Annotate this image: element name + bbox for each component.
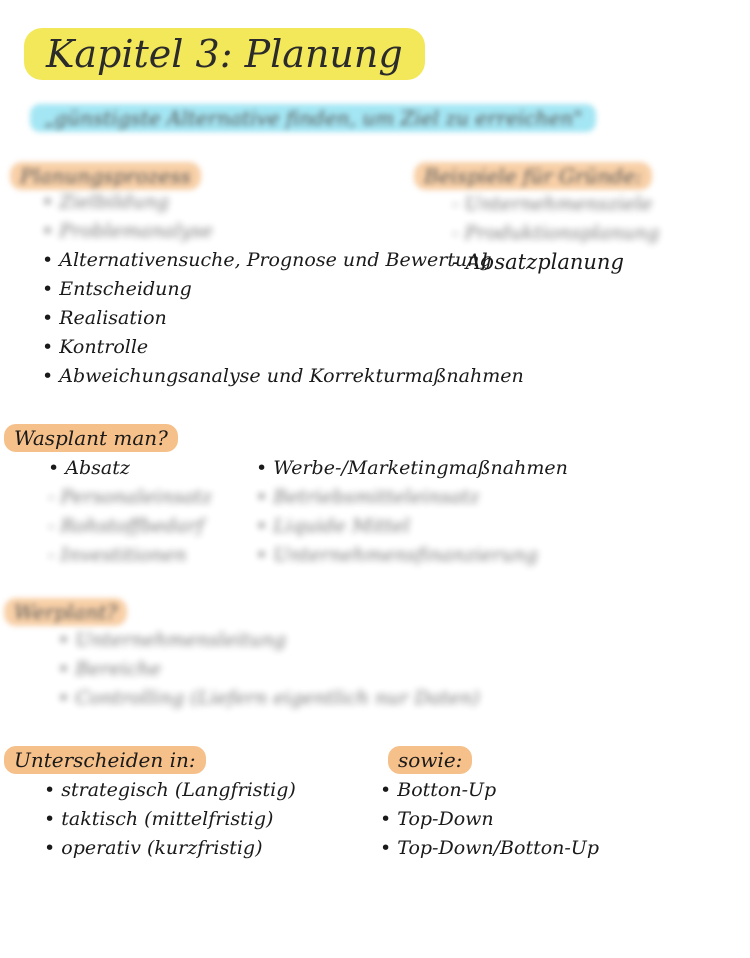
list-item: • Problemanalyse <box>42 217 524 246</box>
list-item: • Werbe-/Marketingmaßnahmen <box>256 454 568 483</box>
wer-plant-list <box>58 626 480 713</box>
list-item: - Absatzplanung <box>452 248 659 277</box>
list-item: • Entscheidung <box>42 275 524 304</box>
list-item: - Rohstoffbedarf <box>48 512 212 541</box>
list-item: • Kontrolle <box>42 333 524 362</box>
list-item: - Unternehmensziele <box>452 190 659 219</box>
page-title: Kapitel 3: Planung <box>24 28 425 80</box>
beispiele-heading: Beispiele für Gründe: <box>414 162 652 190</box>
list-item: • Unternehmensleitung <box>58 626 480 655</box>
sowie-list <box>380 776 599 863</box>
beispiele-list <box>452 190 659 277</box>
list-item: - Personaleinsatz <box>48 483 212 512</box>
unterscheiden-list <box>44 776 296 863</box>
list-item: • taktisch (mittelfristig) <box>44 805 296 834</box>
list-item: • Bereiche <box>58 655 480 684</box>
list-item: • Top-Down <box>380 805 599 834</box>
list-item: • Abweichungsanalyse und Korrekturmaßnahmen <box>42 362 524 391</box>
list-item: • Absatz <box>48 454 212 483</box>
list-item: • Realisation <box>42 304 524 333</box>
was-plant-man-right-list <box>256 454 568 570</box>
list-item: • Controlling (Liefern eigentlich nur Daten) <box>58 684 480 713</box>
list-item: • Unternehmensfinanzierung <box>256 541 568 570</box>
planungsprozess-heading: Planungsprozess <box>10 162 201 190</box>
wer-plant-heading: Werplant? <box>4 598 127 626</box>
subtitle: „günstigste Alternative finden, um Ziel zu erreichen" <box>30 104 596 132</box>
list-item: • Botton-Up <box>380 776 599 805</box>
was-plant-man-heading: Wasplant man? <box>4 424 178 452</box>
list-item: • Alternativensuche, Prognose und Bewertung <box>42 246 524 275</box>
list-item: • Liquide Mittel <box>256 512 568 541</box>
list-item: • strategisch (Langfristig) <box>44 776 296 805</box>
list-item: • Betriebsmitteleinsatz <box>256 483 568 512</box>
was-plant-man-left-list <box>48 454 212 570</box>
list-item: - Investitionen <box>48 541 212 570</box>
list-item: • operativ (kurzfristig) <box>44 834 296 863</box>
list-item: - Produktionsplanung <box>452 219 659 248</box>
unterscheiden-heading: Unterscheiden in: <box>4 746 206 774</box>
list-item: • Zielbildung <box>42 188 524 217</box>
list-item: • Top-Down/Botton-Up <box>380 834 599 863</box>
sowie-heading: sowie: <box>388 746 472 774</box>
